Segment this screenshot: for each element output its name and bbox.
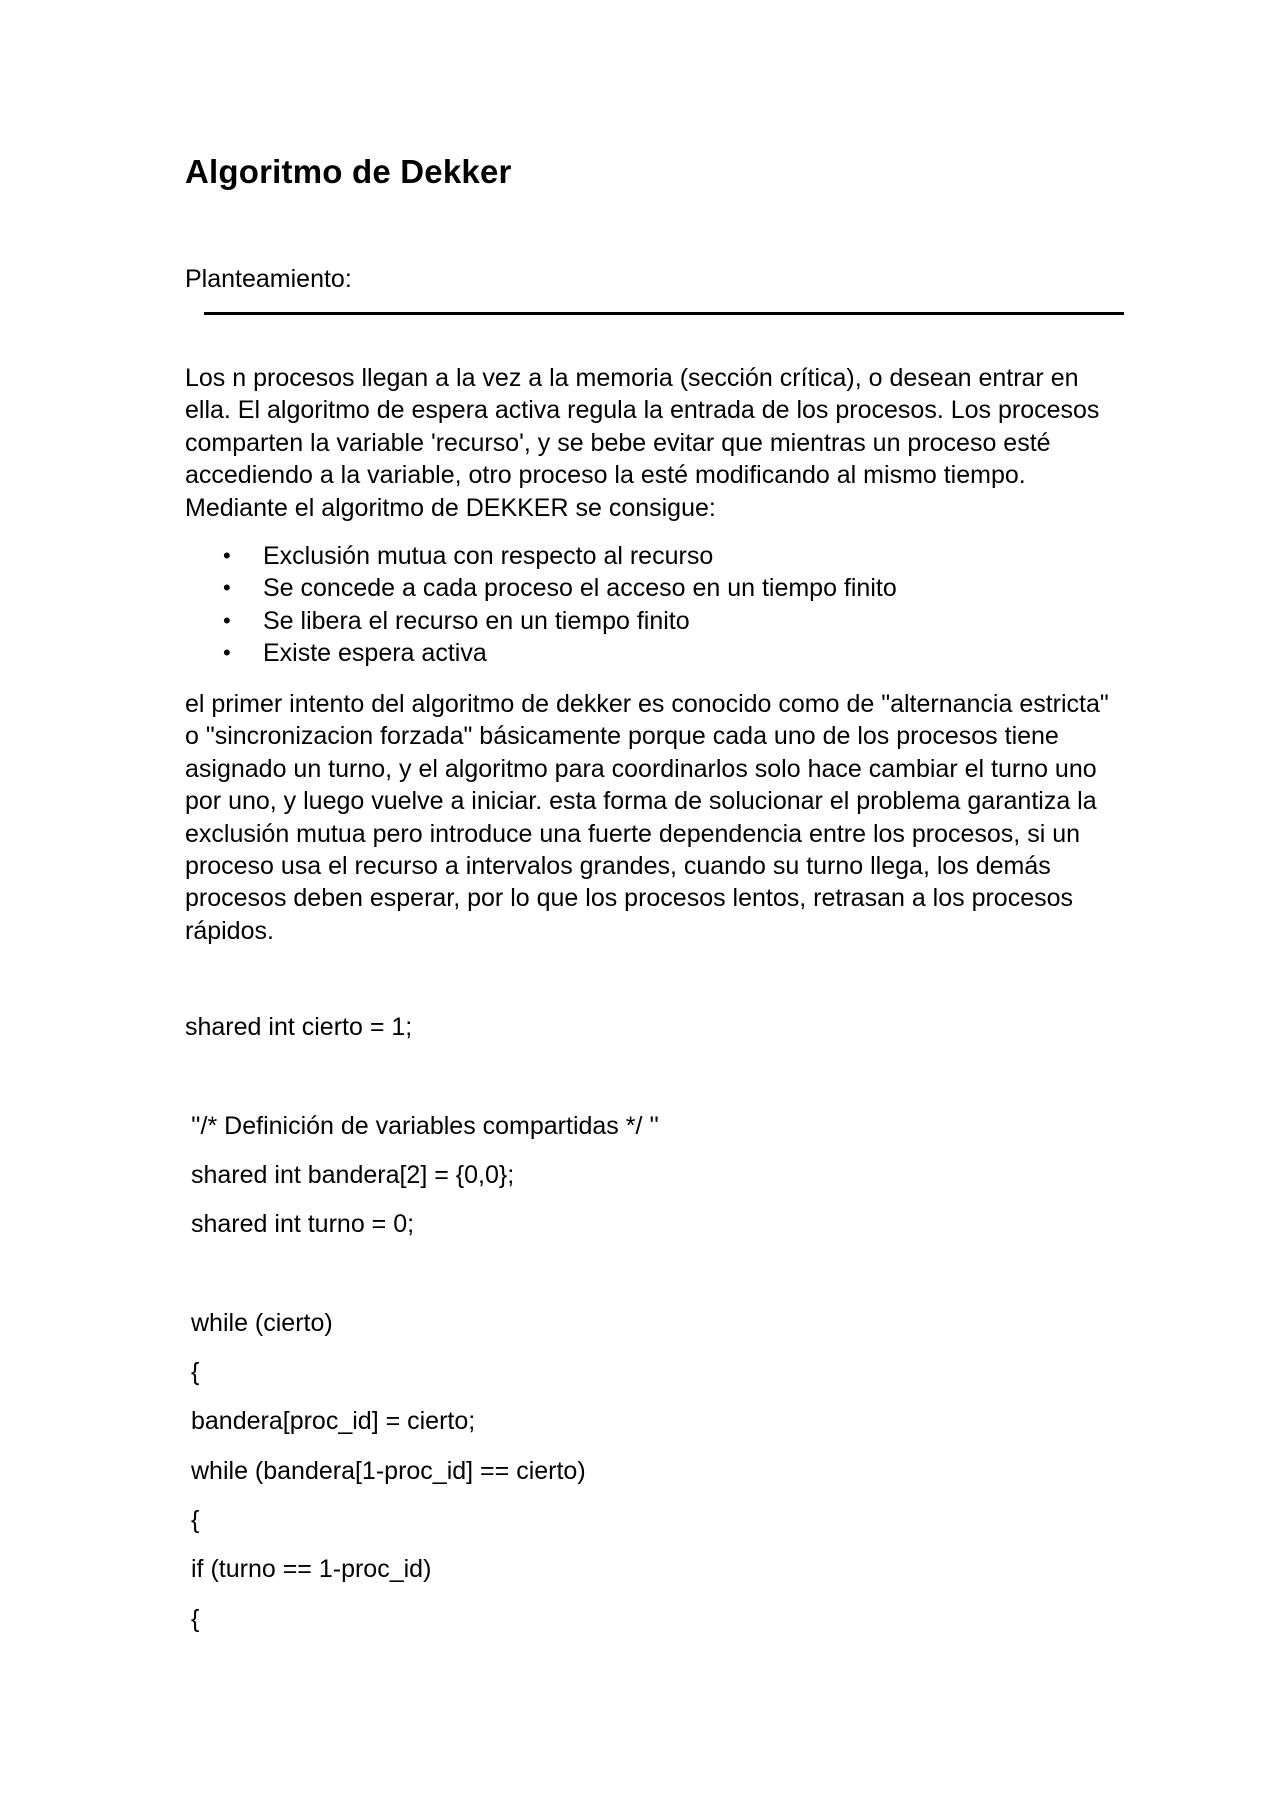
section-subtitle: Planteamiento:	[185, 265, 352, 293]
list-item-text: Exclusión mutua con respecto al recurso	[263, 542, 714, 570]
intro-paragraph: Los n procesos llegan a la vez a la memoria (sección crítica), o desean entrar en ella. El algoritmo de espera activa regula la entrada de los procesos. Los procesos comparten la variable 'recurso', y se bebe evitar que mientras un proceso esté accediendo a la variable, otro proceso la esté modificando al mismo tiempo. Mediante el algoritmo de DEKKER se consigue:	[185, 364, 1100, 522]
code-line: bandera[proc_id] = cierto;	[191, 1407, 476, 1435]
code-line: shared int bandera[2] = {0,0};	[191, 1161, 515, 1189]
list-item	[185, 540, 1085, 572]
code-line: shared int turno = 0;	[191, 1210, 415, 1238]
list-item	[185, 605, 1085, 637]
code-comment: ''/* Definición de variables compartidas */ ''	[191, 1112, 659, 1140]
code-line: {	[191, 1605, 200, 1633]
list-item-text: Se concede a cada proceso el acceso en un tiempo finito	[263, 574, 897, 603]
bullet-list	[185, 540, 1085, 670]
horizontal-divider	[204, 312, 1124, 315]
code-line: {	[191, 1506, 200, 1534]
code-line: while (bandera[1-proc_id] == cierto)	[191, 1457, 586, 1485]
page-title: Algoritmo de Dekker	[185, 153, 512, 190]
code-line: if (turno == 1-proc_id)	[191, 1555, 432, 1583]
explanation-paragraph: el primer intento del algoritmo de dekker es conocido como de "alternancia estricta" o "sincronizacion forzada" básicamente porque cada uno de los procesos tiene asignado un turno, y el algoritmo para coordinarlos solo hace cambiar el turno uno por uno, y luego vuelve a iniciar. esta forma de solucionar el problema garantiza la exclusión mutua pero introduce una fuerte dependencia entre los procesos, si un proceso usa el recurso a intervalos grandes, cuando su turno llega, los demás procesos deben esperar, por lo que los procesos lentos, retrasan a los procesos rápidos.	[185, 690, 1109, 945]
list-item-text: Existe espera activa	[263, 639, 487, 668]
bullet-icon: •	[223, 575, 231, 601]
code-line: {	[191, 1358, 200, 1386]
bullet-icon: •	[223, 640, 231, 666]
list-item	[185, 637, 1085, 669]
code-line: while (cierto)	[191, 1309, 333, 1337]
code-line: shared int cierto = 1;	[185, 1013, 413, 1041]
list-item-text: Se libera el recurso en un tiempo finito	[263, 606, 690, 635]
list-item	[185, 572, 1085, 604]
bullet-icon: •	[223, 607, 231, 633]
bullet-icon: •	[223, 543, 231, 568]
